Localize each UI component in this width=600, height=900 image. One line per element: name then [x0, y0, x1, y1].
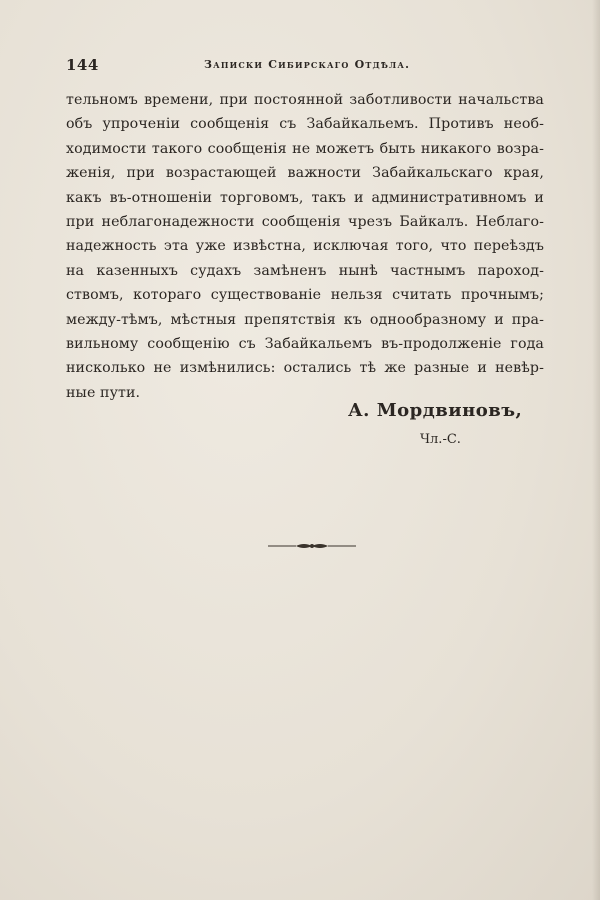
text-line: на казенныхъ судахъ замѣненъ нынѣ частнымъ пароход- — [66, 262, 544, 279]
running-title: Записки Сибирскаго Отдѣла. — [204, 58, 411, 71]
text-line: женія, при возрастающей важности Забайкальскаго края, — [66, 165, 544, 182]
text-line: тельномъ времени, при постоянной заботливости начальства — [66, 92, 544, 108]
text-line: при неблагонадежности сообщенія чрезъ Байкалъ. Неблаго- — [66, 213, 544, 230]
author-role: Чл.-С. — [420, 432, 461, 447]
text-line: вильному сообщенію съ Забайкальемъ въ-продолженіе года — [66, 335, 544, 352]
body-paragraph — [66, 88, 544, 405]
text-line: между-тѣмъ, мѣстныя препятствія къ однообразному и пра- — [66, 311, 544, 328]
text-line: ные пути. — [66, 384, 141, 401]
ornament-divider — [266, 540, 358, 552]
page-number: 144 — [66, 56, 99, 74]
text-line: ствомъ, котораго существованіе нельзя считать прочнымъ; — [66, 287, 544, 304]
text-line: какъ въ-отношеніи торговомъ, такъ и административномъ и — [66, 189, 544, 206]
page-header — [66, 56, 546, 80]
text-line: ходимости такого сообщенія не можетъ быть никакого возра- — [66, 140, 544, 157]
text-line: надежность эта уже извѣстна, исключая того, что переѣздъ — [66, 238, 544, 255]
author-signature: А. Мордвиновъ, — [348, 400, 523, 421]
text-line: нисколько не измѣнились: остались тѣ же разные и невѣр- — [66, 360, 544, 377]
text-line: объ упроченіи сообщенія съ Забайкальемъ. Противъ необ- — [66, 116, 544, 133]
